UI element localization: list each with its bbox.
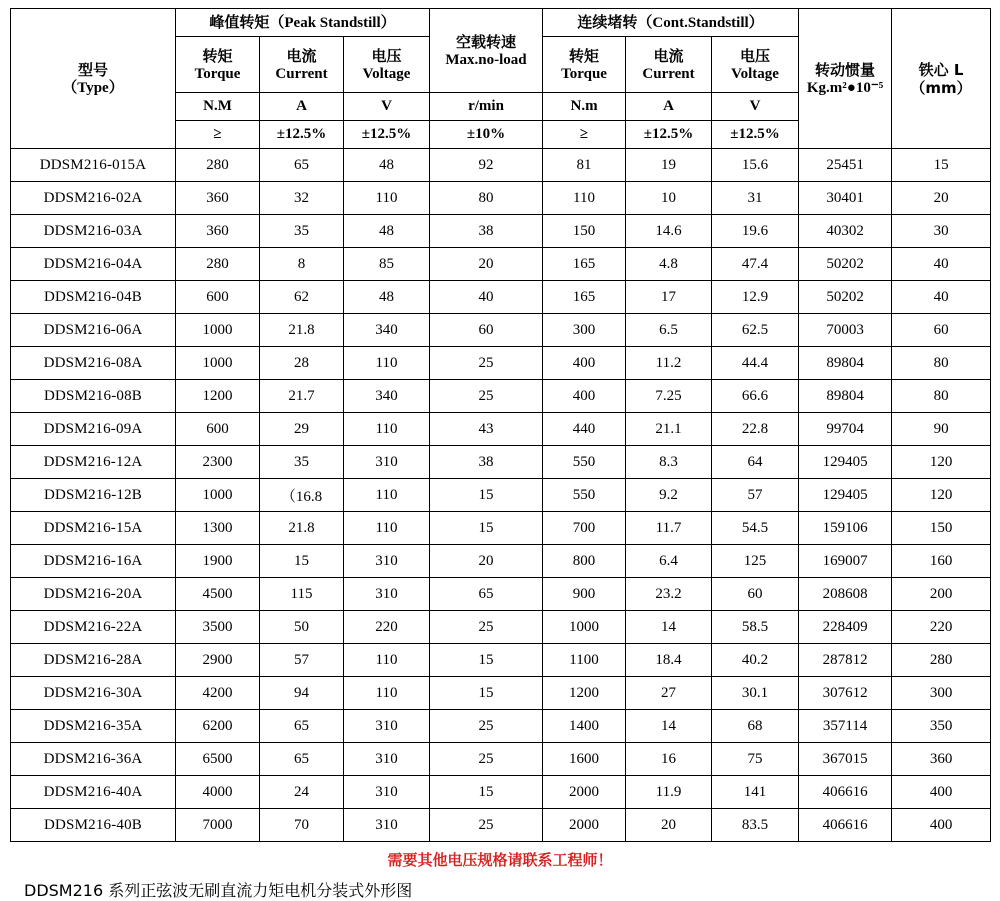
table-row bbox=[11, 743, 991, 776]
cell-noload-speed: 15 bbox=[430, 512, 543, 545]
cell-model: DDSM216-04A bbox=[11, 248, 176, 281]
cell-cont-current: 27 bbox=[626, 677, 712, 710]
cell-model: DDSM216-36A bbox=[11, 743, 176, 776]
cell-model: DDSM216-03A bbox=[11, 215, 176, 248]
cell-cont-voltage: 31 bbox=[712, 182, 799, 215]
cell-model: DDSM216-02A bbox=[11, 182, 176, 215]
cell-peak-current: 57 bbox=[260, 644, 344, 677]
cell-peak-current: 32 bbox=[260, 182, 344, 215]
table-row bbox=[11, 776, 991, 809]
cell-core-length: 90 bbox=[892, 413, 991, 446]
cell-cont-current: 14 bbox=[626, 611, 712, 644]
cell-cont-voltage: 125 bbox=[712, 545, 799, 578]
cell-model: DDSM216-22A bbox=[11, 611, 176, 644]
cell-cont-current: 23.2 bbox=[626, 578, 712, 611]
header-peak-current-cn: 电流 bbox=[286, 46, 317, 65]
cell-peak-torque: 1000 bbox=[176, 479, 260, 512]
cell-core-length: 120 bbox=[892, 479, 991, 512]
cell-peak-torque: 3500 bbox=[176, 611, 260, 644]
cell-core-length: 80 bbox=[892, 347, 991, 380]
header-cont-torque-cn: 转矩 bbox=[569, 46, 600, 65]
header-cont-voltage bbox=[712, 37, 799, 93]
unit-peak-current: A bbox=[260, 93, 344, 121]
cell-inertia: 70003 bbox=[799, 314, 892, 347]
table-row bbox=[11, 677, 991, 710]
cell-inertia: 406616 bbox=[799, 776, 892, 809]
contact-engineer-note: 需要其他电压规格请联系工程师！ bbox=[387, 851, 613, 869]
cell-cont-voltage: 19.6 bbox=[712, 215, 799, 248]
cell-peak-current: 35 bbox=[260, 446, 344, 479]
cell-core-length: 360 bbox=[892, 743, 991, 776]
table-header bbox=[11, 9, 991, 149]
table-row bbox=[11, 347, 991, 380]
cell-model: DDSM216-06A bbox=[11, 314, 176, 347]
header-inertia bbox=[799, 9, 892, 149]
cell-cont-current: 4.8 bbox=[626, 248, 712, 281]
cell-peak-current: 35 bbox=[260, 215, 344, 248]
cell-cont-torque: 550 bbox=[543, 479, 626, 512]
cell-cont-torque: 1200 bbox=[543, 677, 626, 710]
cell-peak-current: （16.8 bbox=[260, 479, 344, 512]
cell-cont-current: 17 bbox=[626, 281, 712, 314]
cell-model: DDSM216-09A bbox=[11, 413, 176, 446]
cell-peak-torque: 1300 bbox=[176, 512, 260, 545]
tol-cont-current: ±12.5% bbox=[626, 121, 712, 149]
header-peak-voltage-en: Voltage bbox=[362, 65, 411, 82]
cell-peak-voltage: 310 bbox=[344, 710, 430, 743]
cell-cont-torque: 550 bbox=[543, 446, 626, 479]
cell-core-length: 20 bbox=[892, 182, 991, 215]
header-type-cn: 型号 bbox=[77, 60, 108, 79]
cell-peak-torque: 1200 bbox=[176, 380, 260, 413]
cell-inertia: 406616 bbox=[799, 809, 892, 842]
cell-cont-current: 6.4 bbox=[626, 545, 712, 578]
cell-cont-voltage: 54.5 bbox=[712, 512, 799, 545]
cell-peak-torque: 2300 bbox=[176, 446, 260, 479]
header-peak-torque bbox=[176, 37, 260, 93]
cell-core-length: 150 bbox=[892, 512, 991, 545]
cell-core-length: 350 bbox=[892, 710, 991, 743]
cell-cont-torque: 165 bbox=[543, 281, 626, 314]
cell-cont-voltage: 75 bbox=[712, 743, 799, 776]
cell-peak-current: 21.7 bbox=[260, 380, 344, 413]
cell-noload-speed: 15 bbox=[430, 479, 543, 512]
tol-peak-voltage: ±12.5% bbox=[344, 121, 430, 149]
cell-noload-speed: 25 bbox=[430, 611, 543, 644]
cell-inertia: 228409 bbox=[799, 611, 892, 644]
cell-noload-speed: 15 bbox=[430, 776, 543, 809]
cell-cont-current: 21.1 bbox=[626, 413, 712, 446]
motor-spec-table bbox=[10, 8, 991, 842]
cell-peak-voltage: 310 bbox=[344, 545, 430, 578]
cell-cont-current: 11.9 bbox=[626, 776, 712, 809]
cell-peak-voltage: 340 bbox=[344, 380, 430, 413]
table-row bbox=[11, 644, 991, 677]
cell-inertia: 50202 bbox=[799, 248, 892, 281]
header-cont-torque bbox=[543, 37, 626, 93]
cell-core-length: 40 bbox=[892, 281, 991, 314]
cell-inertia: 40302 bbox=[799, 215, 892, 248]
cell-cont-torque: 900 bbox=[543, 578, 626, 611]
cell-peak-torque: 6500 bbox=[176, 743, 260, 776]
tol-cont-voltage: ±12.5% bbox=[712, 121, 799, 149]
table-row bbox=[11, 413, 991, 446]
cell-peak-voltage: 310 bbox=[344, 743, 430, 776]
header-cont-current-cn: 电流 bbox=[653, 46, 684, 65]
cell-cont-voltage: 60 bbox=[712, 578, 799, 611]
cell-core-length: 40 bbox=[892, 248, 991, 281]
table-row bbox=[11, 611, 991, 644]
cell-model: DDSM216-40B bbox=[11, 809, 176, 842]
cell-cont-voltage: 40.2 bbox=[712, 644, 799, 677]
cell-model: DDSM216-04B bbox=[11, 281, 176, 314]
cell-noload-speed: 80 bbox=[430, 182, 543, 215]
cell-noload-speed: 65 bbox=[430, 578, 543, 611]
cell-inertia: 208608 bbox=[799, 578, 892, 611]
table-row bbox=[11, 215, 991, 248]
header-peak-torque-en: Torque bbox=[194, 65, 241, 82]
cell-peak-current: 24 bbox=[260, 776, 344, 809]
cell-inertia: 287812 bbox=[799, 644, 892, 677]
table-row bbox=[11, 479, 991, 512]
cell-core-length: 400 bbox=[892, 809, 991, 842]
header-noload-cn: 空载转速 bbox=[456, 32, 517, 51]
header-peak-cn: 峰值转矩 bbox=[209, 12, 270, 31]
cell-noload-speed: 25 bbox=[430, 743, 543, 776]
cell-peak-voltage: 110 bbox=[344, 479, 430, 512]
cell-peak-torque: 280 bbox=[176, 149, 260, 182]
cell-noload-speed: 25 bbox=[430, 710, 543, 743]
cell-cont-torque: 400 bbox=[543, 380, 626, 413]
cell-noload-speed: 38 bbox=[430, 446, 543, 479]
cell-noload-speed: 20 bbox=[430, 545, 543, 578]
cell-peak-voltage: 85 bbox=[344, 248, 430, 281]
cell-noload-speed: 15 bbox=[430, 677, 543, 710]
cell-peak-torque: 1000 bbox=[176, 347, 260, 380]
cell-model: DDSM216-30A bbox=[11, 677, 176, 710]
cell-peak-voltage: 110 bbox=[344, 512, 430, 545]
cell-cont-voltage: 64 bbox=[712, 446, 799, 479]
header-type-en: （Type） bbox=[62, 79, 124, 96]
cell-cont-voltage: 30.1 bbox=[712, 677, 799, 710]
cell-noload-speed: 40 bbox=[430, 281, 543, 314]
cell-cont-voltage: 22.8 bbox=[712, 413, 799, 446]
cell-peak-current: 8 bbox=[260, 248, 344, 281]
cell-core-length: 160 bbox=[892, 545, 991, 578]
cell-cont-current: 19 bbox=[626, 149, 712, 182]
table-row bbox=[11, 380, 991, 413]
cell-cont-torque: 440 bbox=[543, 413, 626, 446]
cell-peak-current: 15 bbox=[260, 545, 344, 578]
cell-cont-torque: 1400 bbox=[543, 710, 626, 743]
cell-peak-voltage: 110 bbox=[344, 644, 430, 677]
header-inertia-en: Kg.m²●10⁻⁵ bbox=[806, 79, 884, 96]
cell-peak-current: 50 bbox=[260, 611, 344, 644]
cell-peak-torque: 2900 bbox=[176, 644, 260, 677]
header-cont-voltage-cn: 电压 bbox=[740, 46, 771, 65]
unit-peak-voltage: V bbox=[344, 93, 430, 121]
cell-peak-torque: 6200 bbox=[176, 710, 260, 743]
cell-cont-current: 16 bbox=[626, 743, 712, 776]
cell-peak-current: 21.8 bbox=[260, 314, 344, 347]
unit-noload-speed: r/min bbox=[430, 93, 543, 121]
header-core-unit: （mm） bbox=[910, 78, 972, 97]
cell-model: DDSM216-015A bbox=[11, 149, 176, 182]
tol-cont-torque: ≥ bbox=[543, 121, 626, 149]
cell-inertia: 367015 bbox=[799, 743, 892, 776]
cell-model: DDSM216-20A bbox=[11, 578, 176, 611]
cell-model: DDSM216-12B bbox=[11, 479, 176, 512]
cell-noload-speed: 43 bbox=[430, 413, 543, 446]
cell-noload-speed: 25 bbox=[430, 809, 543, 842]
cell-cont-voltage: 12.9 bbox=[712, 281, 799, 314]
cell-cont-torque: 1600 bbox=[543, 743, 626, 776]
cell-cont-voltage: 66.6 bbox=[712, 380, 799, 413]
cell-model: DDSM216-40A bbox=[11, 776, 176, 809]
cell-cont-current: 8.3 bbox=[626, 446, 712, 479]
cell-cont-voltage: 57 bbox=[712, 479, 799, 512]
cell-cont-current: 9.2 bbox=[626, 479, 712, 512]
cell-core-length: 60 bbox=[892, 314, 991, 347]
header-peak-voltage-cn: 电压 bbox=[371, 46, 402, 65]
cell-peak-voltage: 48 bbox=[344, 281, 430, 314]
header-noload-en: Max.no-load bbox=[445, 51, 527, 68]
cell-peak-torque: 360 bbox=[176, 182, 260, 215]
cell-peak-current: 29 bbox=[260, 413, 344, 446]
cell-cont-torque: 81 bbox=[543, 149, 626, 182]
unit-peak-torque: N.M bbox=[176, 93, 260, 121]
table-row bbox=[11, 248, 991, 281]
tol-noload-speed: ±10% bbox=[430, 121, 543, 149]
cell-peak-voltage: 310 bbox=[344, 446, 430, 479]
header-noload-group bbox=[430, 9, 543, 93]
cell-cont-voltage: 83.5 bbox=[712, 809, 799, 842]
table-row bbox=[11, 182, 991, 215]
cell-cont-voltage: 44.4 bbox=[712, 347, 799, 380]
cell-cont-torque: 150 bbox=[543, 215, 626, 248]
cell-peak-current: 28 bbox=[260, 347, 344, 380]
header-peak-group bbox=[176, 9, 430, 37]
cell-core-length: 300 bbox=[892, 677, 991, 710]
cell-cont-voltage: 68 bbox=[712, 710, 799, 743]
header-type bbox=[11, 9, 176, 149]
table-row bbox=[11, 314, 991, 347]
cell-inertia: 307612 bbox=[799, 677, 892, 710]
cell-cont-voltage: 15.6 bbox=[712, 149, 799, 182]
cell-core-length: 280 bbox=[892, 644, 991, 677]
table-row bbox=[11, 281, 991, 314]
cell-peak-torque: 1900 bbox=[176, 545, 260, 578]
cell-peak-torque: 4200 bbox=[176, 677, 260, 710]
cell-inertia: 50202 bbox=[799, 281, 892, 314]
cell-core-length: 30 bbox=[892, 215, 991, 248]
cell-peak-voltage: 110 bbox=[344, 413, 430, 446]
cell-cont-torque: 110 bbox=[543, 182, 626, 215]
header-peak-en: （Peak Standstill） bbox=[269, 14, 396, 31]
header-cont-voltage-en: Voltage bbox=[731, 65, 779, 82]
cell-peak-current: 94 bbox=[260, 677, 344, 710]
cell-cont-torque: 165 bbox=[543, 248, 626, 281]
cell-cont-current: 14.6 bbox=[626, 215, 712, 248]
cell-cont-current: 11.2 bbox=[626, 347, 712, 380]
header-peak-torque-cn: 转矩 bbox=[202, 46, 233, 65]
cell-peak-current: 62 bbox=[260, 281, 344, 314]
cell-model: DDSM216-12A bbox=[11, 446, 176, 479]
cell-inertia: 30401 bbox=[799, 182, 892, 215]
cell-peak-torque: 600 bbox=[176, 413, 260, 446]
cell-peak-voltage: 110 bbox=[344, 347, 430, 380]
cell-cont-current: 7.25 bbox=[626, 380, 712, 413]
header-peak-current bbox=[260, 37, 344, 93]
header-cont-group bbox=[543, 9, 799, 37]
cell-inertia: 169007 bbox=[799, 545, 892, 578]
cell-inertia: 129405 bbox=[799, 446, 892, 479]
cell-cont-current: 10 bbox=[626, 182, 712, 215]
cell-core-length: 120 bbox=[892, 446, 991, 479]
table-body bbox=[11, 149, 991, 842]
header-cont-cn: 连续堵转 bbox=[577, 12, 638, 31]
cell-cont-voltage: 141 bbox=[712, 776, 799, 809]
cell-noload-speed: 60 bbox=[430, 314, 543, 347]
cell-cont-current: 14 bbox=[626, 710, 712, 743]
cell-model: DDSM216-08B bbox=[11, 380, 176, 413]
cell-cont-voltage: 62.5 bbox=[712, 314, 799, 347]
cell-peak-voltage: 220 bbox=[344, 611, 430, 644]
table-row bbox=[11, 710, 991, 743]
cell-model: DDSM216-28A bbox=[11, 644, 176, 677]
cell-core-length: 400 bbox=[892, 776, 991, 809]
cell-noload-speed: 25 bbox=[430, 347, 543, 380]
cell-peak-torque: 280 bbox=[176, 248, 260, 281]
cell-core-length: 200 bbox=[892, 578, 991, 611]
table-row bbox=[11, 578, 991, 611]
unit-cont-torque: N.m bbox=[543, 93, 626, 121]
cell-core-length: 220 bbox=[892, 611, 991, 644]
cell-peak-torque: 4000 bbox=[176, 776, 260, 809]
unit-cont-current: A bbox=[626, 93, 712, 121]
header-cont-current bbox=[626, 37, 712, 93]
cell-noload-speed: 92 bbox=[430, 149, 543, 182]
header-peak-voltage bbox=[344, 37, 430, 93]
cell-peak-voltage: 310 bbox=[344, 578, 430, 611]
cell-noload-speed: 38 bbox=[430, 215, 543, 248]
table-row bbox=[11, 446, 991, 479]
table-row bbox=[11, 545, 991, 578]
header-cont-current-en: Current bbox=[642, 65, 695, 82]
cell-inertia: 89804 bbox=[799, 380, 892, 413]
cell-peak-voltage: 340 bbox=[344, 314, 430, 347]
cell-cont-torque: 700 bbox=[543, 512, 626, 545]
cell-cont-current: 6.5 bbox=[626, 314, 712, 347]
cell-cont-torque: 2000 bbox=[543, 809, 626, 842]
cell-peak-current: 65 bbox=[260, 710, 344, 743]
cell-cont-torque: 1100 bbox=[543, 644, 626, 677]
cell-core-length: 80 bbox=[892, 380, 991, 413]
cell-peak-current: 115 bbox=[260, 578, 344, 611]
cell-inertia: 89804 bbox=[799, 347, 892, 380]
cell-core-length: 15 bbox=[892, 149, 991, 182]
header-core-cn: 铁心 L bbox=[918, 60, 964, 79]
cell-cont-current: 11.7 bbox=[626, 512, 712, 545]
cell-noload-speed: 25 bbox=[430, 380, 543, 413]
tol-peak-current: ±12.5% bbox=[260, 121, 344, 149]
cell-cont-torque: 400 bbox=[543, 347, 626, 380]
cell-cont-torque: 800 bbox=[543, 545, 626, 578]
cell-peak-current: 70 bbox=[260, 809, 344, 842]
cell-peak-torque: 360 bbox=[176, 215, 260, 248]
cell-peak-voltage: 48 bbox=[344, 215, 430, 248]
cell-peak-torque: 1000 bbox=[176, 314, 260, 347]
table-row bbox=[11, 809, 991, 842]
unit-cont-voltage: V bbox=[712, 93, 799, 121]
cell-cont-torque: 1000 bbox=[543, 611, 626, 644]
cell-model: DDSM216-08A bbox=[11, 347, 176, 380]
cell-inertia: 159106 bbox=[799, 512, 892, 545]
table-row bbox=[11, 149, 991, 182]
cell-cont-torque: 300 bbox=[543, 314, 626, 347]
cell-peak-torque: 4500 bbox=[176, 578, 260, 611]
cell-peak-voltage: 110 bbox=[344, 182, 430, 215]
cell-peak-voltage: 110 bbox=[344, 677, 430, 710]
table-row bbox=[11, 512, 991, 545]
header-cont-torque-en: Torque bbox=[561, 65, 607, 82]
tol-peak-torque: ≥ bbox=[176, 121, 260, 149]
cell-cont-torque: 2000 bbox=[543, 776, 626, 809]
cell-cont-voltage: 58.5 bbox=[712, 611, 799, 644]
cell-peak-current: 65 bbox=[260, 149, 344, 182]
cell-noload-speed: 15 bbox=[430, 644, 543, 677]
cell-peak-torque: 600 bbox=[176, 281, 260, 314]
cell-peak-voltage: 48 bbox=[344, 149, 430, 182]
header-row-groups bbox=[11, 9, 991, 37]
cell-peak-voltage: 310 bbox=[344, 809, 430, 842]
cell-inertia: 357114 bbox=[799, 710, 892, 743]
cell-inertia: 99704 bbox=[799, 413, 892, 446]
cell-peak-voltage: 310 bbox=[344, 776, 430, 809]
cell-cont-current: 18.4 bbox=[626, 644, 712, 677]
cell-peak-torque: 7000 bbox=[176, 809, 260, 842]
header-cont-en: （Cont.Standstill） bbox=[637, 14, 764, 31]
figure-caption: DDSM216 系列正弦波无刷直流力矩电机分装式外形图 bbox=[24, 881, 413, 900]
cell-model: DDSM216-35A bbox=[11, 710, 176, 743]
cell-model: DDSM216-15A bbox=[11, 512, 176, 545]
cell-cont-current: 20 bbox=[626, 809, 712, 842]
cell-noload-speed: 20 bbox=[430, 248, 543, 281]
cell-cont-voltage: 47.4 bbox=[712, 248, 799, 281]
cell-peak-current: 21.8 bbox=[260, 512, 344, 545]
cell-model: DDSM216-16A bbox=[11, 545, 176, 578]
cell-peak-current: 65 bbox=[260, 743, 344, 776]
cell-inertia: 25451 bbox=[799, 149, 892, 182]
cell-inertia: 129405 bbox=[799, 479, 892, 512]
header-core-length bbox=[892, 9, 991, 149]
header-inertia-cn: 转动惯量 bbox=[815, 60, 876, 79]
header-peak-current-en: Current bbox=[275, 65, 328, 82]
